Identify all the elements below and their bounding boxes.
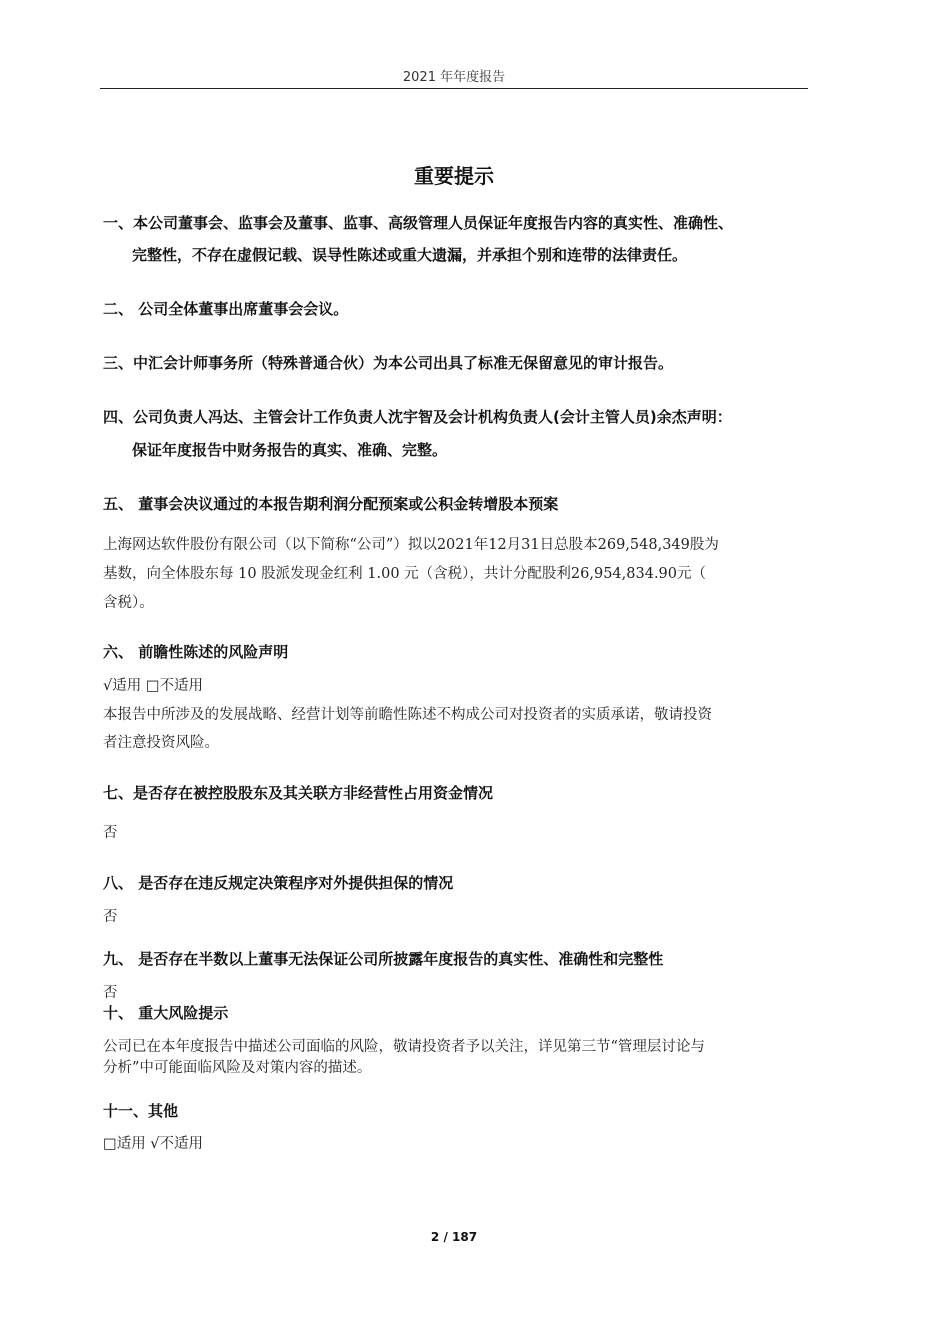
header-divider bbox=[100, 88, 808, 89]
running-header: 2021 年年度报告 bbox=[402, 70, 506, 85]
section-7-heading: 七、是否存在被控股股东及其关联方非经营性占用资金情况 bbox=[103, 784, 494, 802]
section-4-line-2: 保证年度报告中财务报告的真实、准确、完整。 bbox=[132, 441, 448, 459]
section-5-body-line-3: 含税）。 bbox=[103, 595, 154, 611]
section-4-line-1: 四、公司负责人冯达、主管会计工作负责人沈宇智及会计机构负责人(会计主管人员)余杰声明： bbox=[103, 408, 732, 426]
section-9-heading: 九、 是否存在半数以上董事无法保证公司所披露年度报告的真实性、准确性和完整性 bbox=[103, 950, 664, 968]
section-10-body-line-2: 分析”中可能面临风险及对策内容的描述。 bbox=[103, 1060, 372, 1076]
section-6-applicability: √适用 □不适用 bbox=[103, 678, 204, 694]
section-9-answer: 否 bbox=[103, 985, 118, 1001]
section-5-body-line-1: 上海网达软件股份有限公司（以下简称“公司”）拟以2021年12月31日总股本269,548,349股为 bbox=[103, 537, 719, 553]
section-8-answer: 否 bbox=[103, 909, 118, 925]
section-8-heading: 八、 是否存在违反规定决策程序对外提供担保的情况 bbox=[103, 874, 454, 892]
section-5-heading: 五、 董事会决议通过的本报告期利润分配预案或公积金转增股本预案 bbox=[103, 495, 559, 513]
section-5-body-line-2: 基数，向全体股东每 10 股派发现金红利 1.00 元（含税），共计分配股利26,954,834.90元（ bbox=[103, 566, 707, 582]
section-3: 三、中汇会计师事务所（特殊普通合伙）为本公司出具了标准无保留意见的审计报告。 bbox=[103, 354, 674, 372]
section-11-heading: 十一、其他 bbox=[103, 1102, 179, 1120]
section-6-body-line-1: 本报告中所涉及的发展战略、经营计划等前瞻性陈述不构成公司对投资者的实质承诺，敬请投资 bbox=[103, 707, 712, 723]
section-6-heading: 六、 前瞻性陈述的风险声明 bbox=[103, 643, 289, 661]
page-number: 2 / 187 bbox=[430, 1230, 478, 1244]
section-10-heading: 十、 重大风险提示 bbox=[103, 1004, 229, 1022]
section-1-line-1: 一、本公司董事会、监事会及董事、监事、高级管理人员保证年度报告内容的真实性、准确性、 bbox=[103, 214, 734, 232]
section-1-line-2: 完整性，不存在虚假记载、误导性陈述或重大遗漏，并承担个别和连带的法律责任。 bbox=[132, 246, 688, 264]
section-6-body-line-2: 者注意投资风险。 bbox=[103, 735, 219, 751]
section-10-body-line-1: 公司已在本年度报告中描述公司面临的风险，敬请投资者予以关注，详见第三节“管理层讨论与 bbox=[103, 1039, 705, 1055]
section-11-applicability: □适用 √不适用 bbox=[103, 1136, 204, 1152]
section-7-answer: 否 bbox=[103, 825, 118, 841]
section-2: 二、 公司全体董事出席董事会会议。 bbox=[103, 300, 349, 318]
page-title: 重要提示 bbox=[414, 164, 494, 188]
